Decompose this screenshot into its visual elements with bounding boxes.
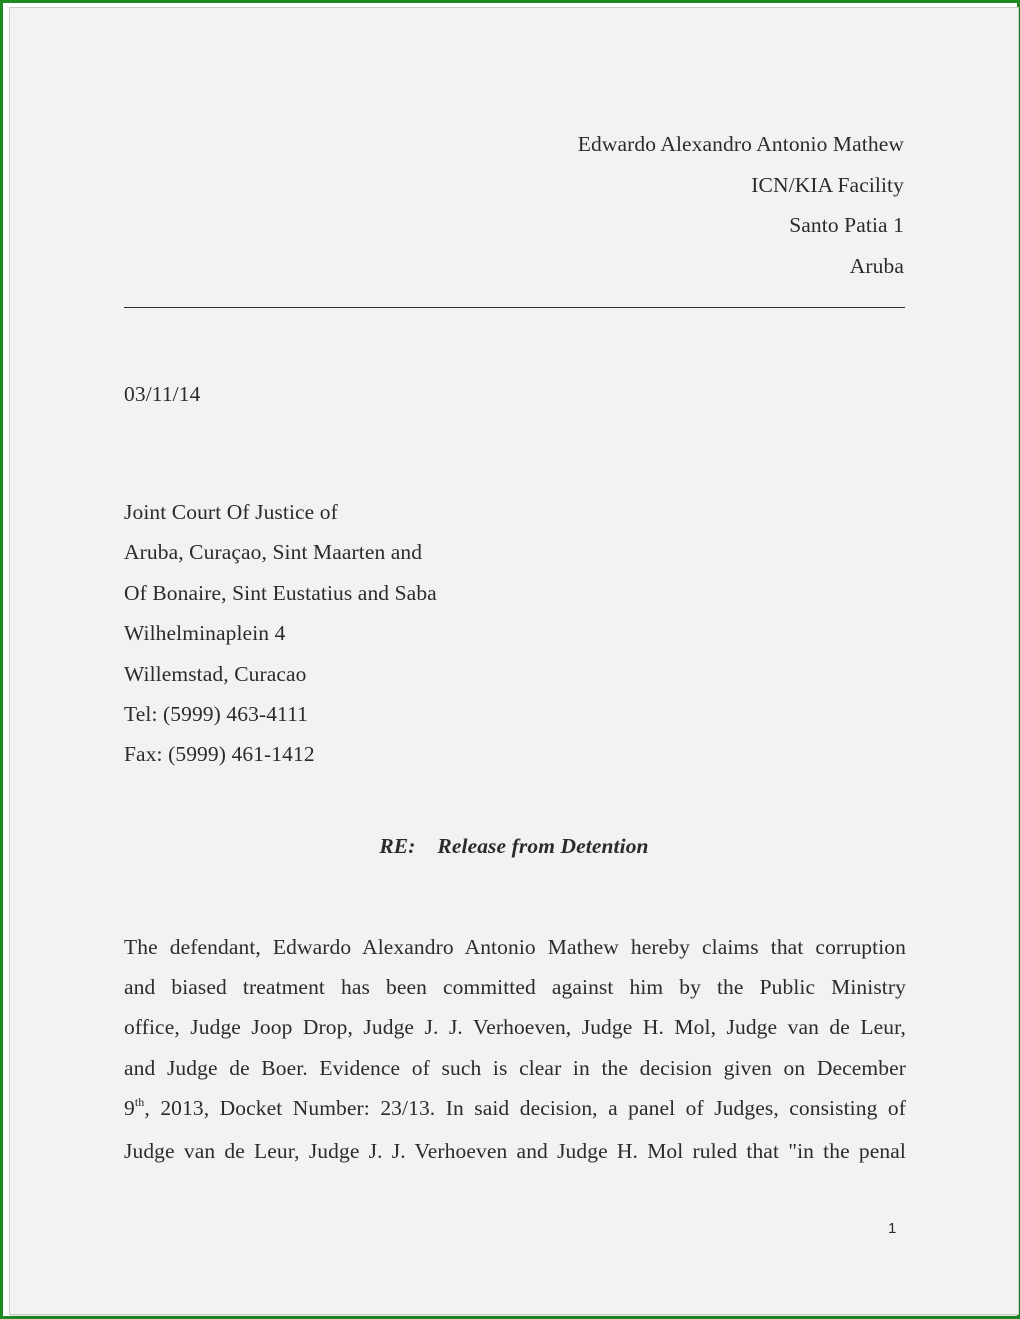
body-line-text: , 2013, Docket Number: 23/13. In said decision, a panel of Judges, consisting of [144, 1095, 906, 1120]
letterhead-divider [124, 307, 905, 308]
recipient-line: Willemstad, Curacao [124, 661, 307, 686]
body-line: Judge van de Leur, Judge J. J. Verhoeven and Judge H. Mol ruled that "in the penal [124, 1139, 906, 1164]
sender-name: Edwardo Alexandro Antonio Mathew [577, 132, 904, 156]
recipient-fax: Fax: (5999) 461-1412 [124, 742, 315, 767]
body-day-number: 9 [124, 1095, 135, 1120]
body-line: and biased treatment has been committed against him by the Public Ministry [124, 975, 906, 1000]
page-number: 1 [888, 1220, 897, 1237]
recipient-line: Aruba, Curaçao, Sint Maarten and [124, 540, 423, 565]
sender-facility: ICN/KIA Facility [751, 172, 904, 197]
letter-page [9, 7, 1019, 1315]
recipient-phone: Tel: (5999) 463-4111 [124, 702, 309, 727]
body-line [124, 1088, 906, 1131]
letter-date: 03/11/14 [124, 382, 201, 406]
sender-street: Santo Patia 1 [789, 213, 904, 237]
ordinal-suffix: th [134, 1094, 145, 1109]
body-line: The defendant, Edwardo Alexandro Antonio Mathew hereby claims that corruption [124, 935, 906, 959]
body-line: and Judge de Boer. Evidence of such is clear in the decision given on December [124, 1055, 906, 1080]
recipient-address-block [124, 492, 437, 775]
recipient-line: Wilhelminaplein 4 [124, 621, 286, 646]
subject-line [10, 834, 1018, 859]
sender-address-block [578, 124, 904, 286]
subject-title: Release from Detention [437, 834, 649, 858]
body-line: office, Judge Joop Drop, Judge J. J. Verhoeven, Judge H. Mol, Judge van de Leur, [124, 1015, 906, 1040]
sender-country: Aruba [849, 253, 904, 278]
letter-body [124, 927, 906, 1171]
subject-prefix: RE: [379, 834, 416, 858]
recipient-line: Of Bonaire, Sint Eustatius and Saba [124, 580, 437, 605]
recipient-line: Joint Court Of Justice of [124, 500, 338, 524]
